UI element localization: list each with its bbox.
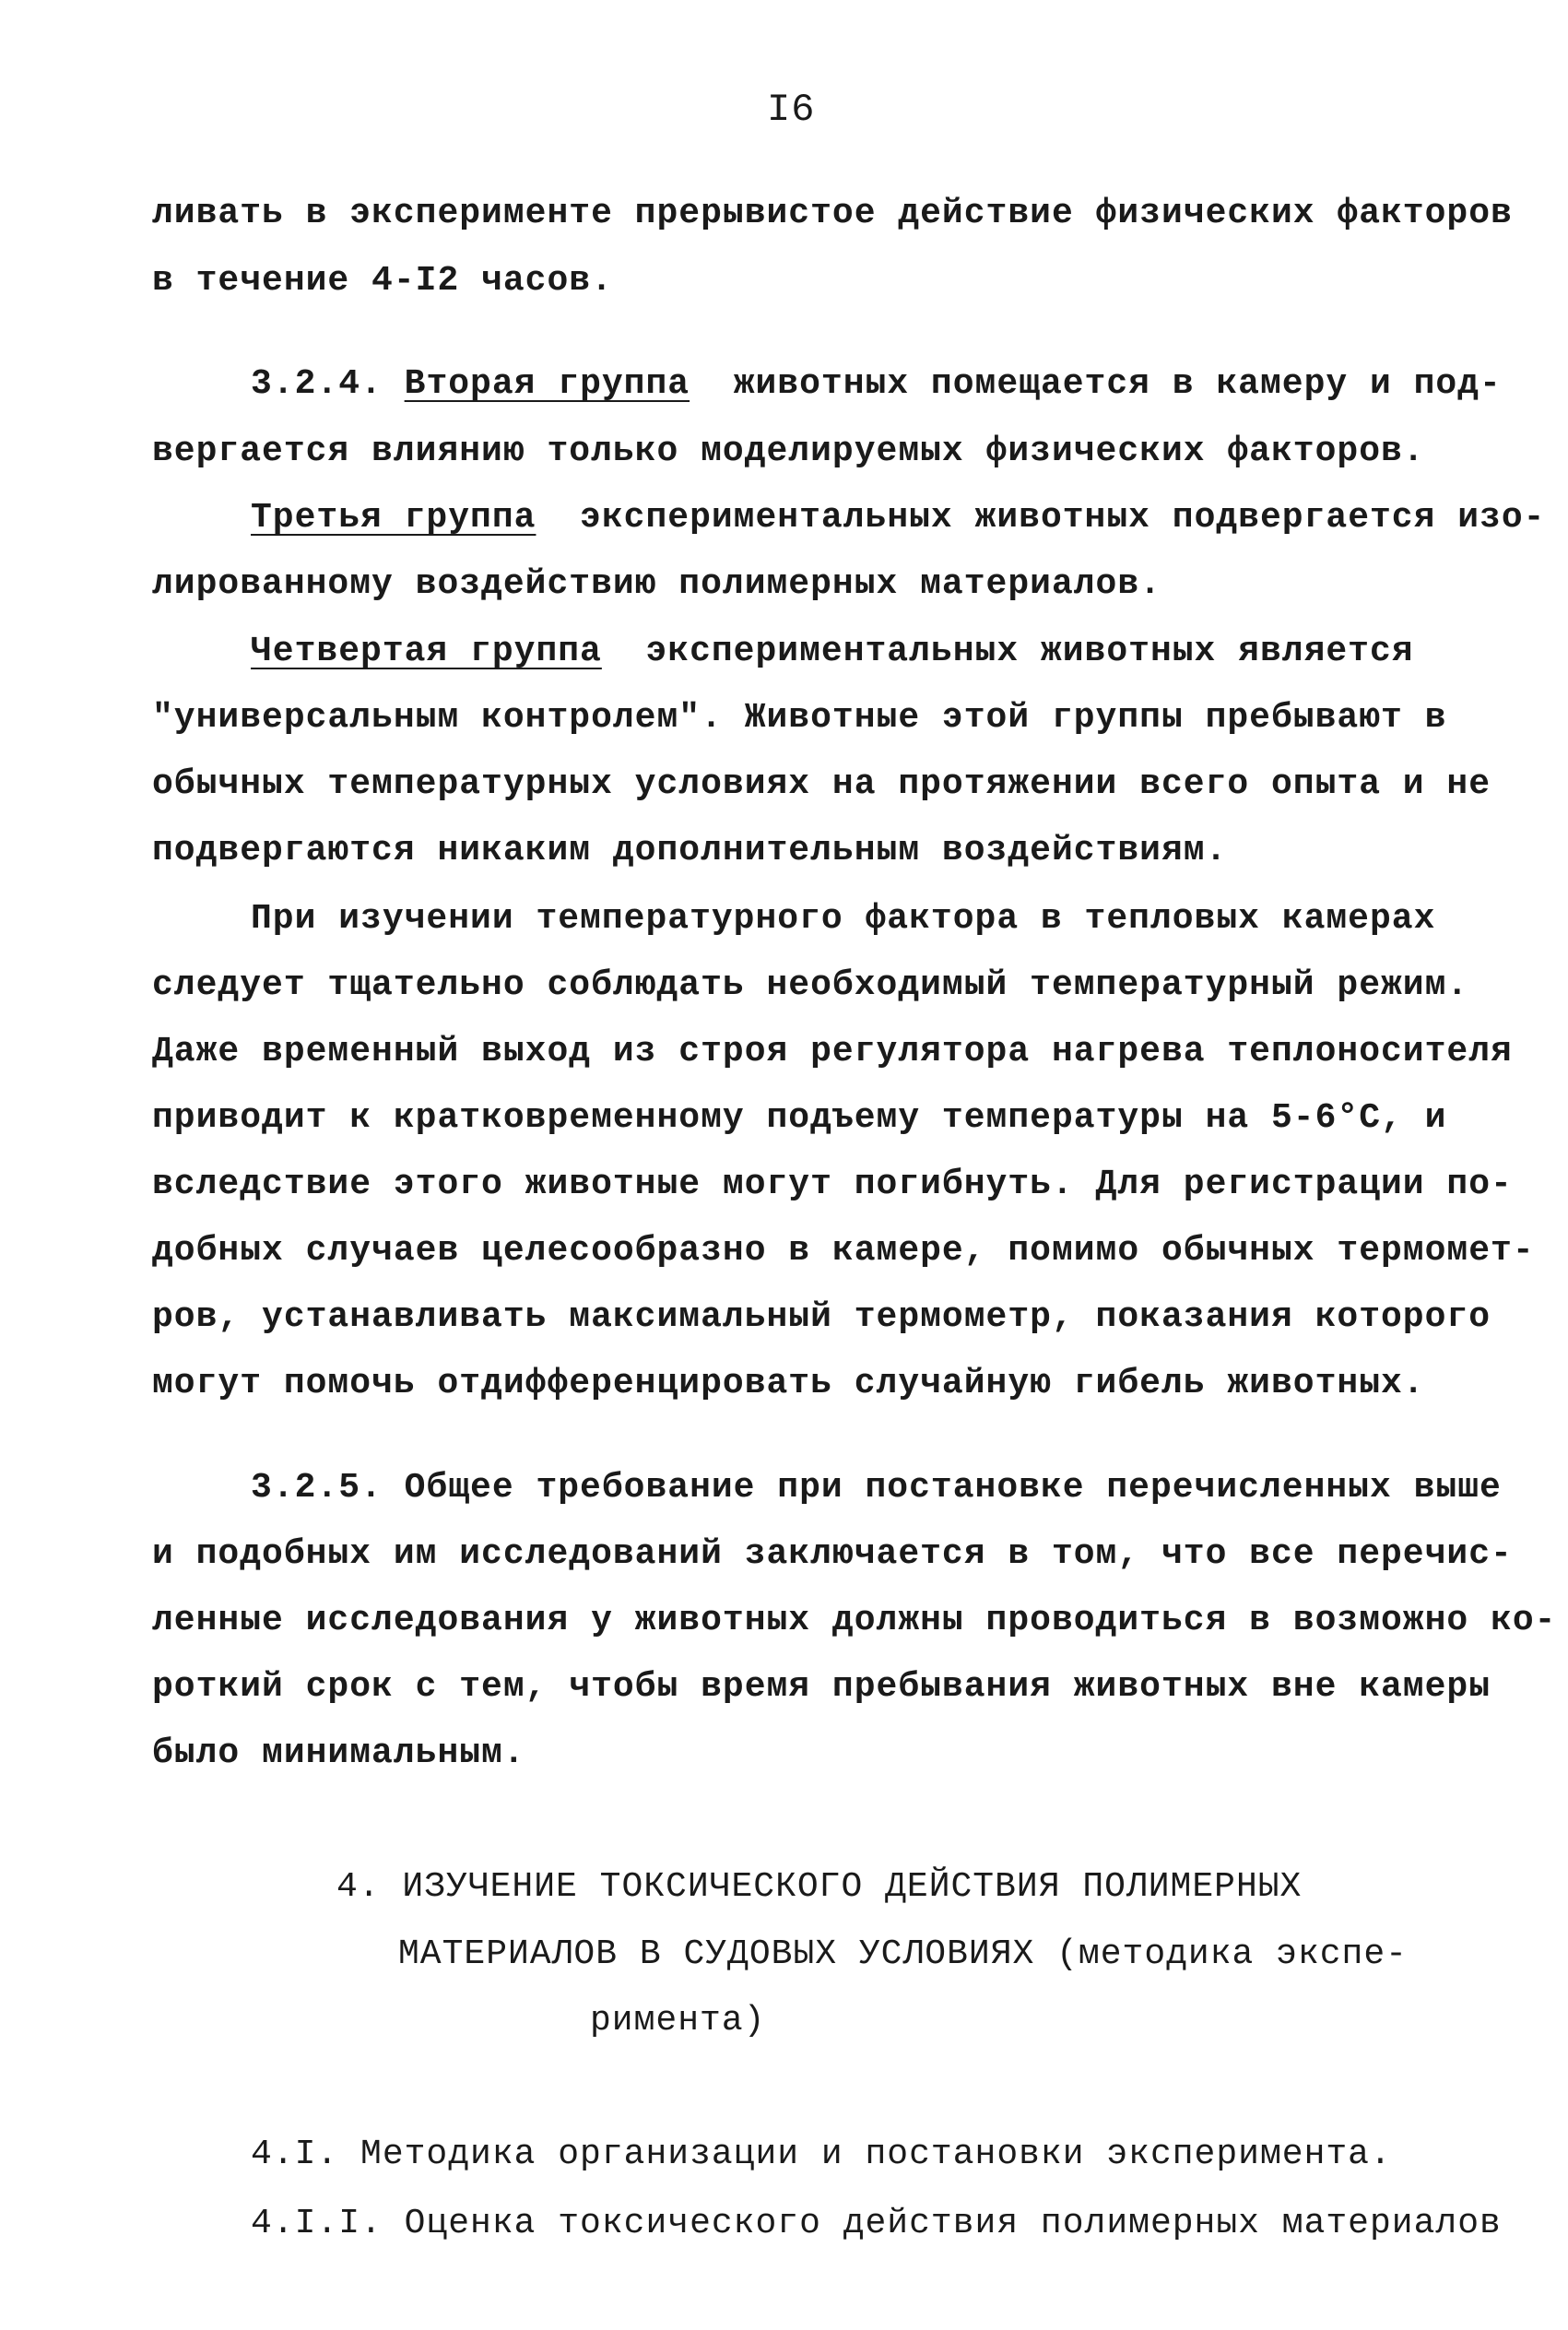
para4-underlined-label: Четвертая группа — [251, 632, 602, 671]
para5-line2: следует тщательно соблюдать необходимый температурный режим. — [152, 965, 1469, 1005]
para1-line2: в течение 4-I2 часов. — [152, 261, 613, 301]
para2-line1-rest: животных помещается в камеру и под- — [690, 364, 1502, 404]
para5-line7: ров, устанавливать максимальный термометр, показания которого — [152, 1297, 1491, 1337]
para3-line2: лированному воздействию полимерных материалов. — [152, 564, 1161, 604]
para5-line8: могут помочь отдифференцировать случайную гибель животных. — [152, 1364, 1425, 1403]
para4-line4: подвергаются никаким дополнительным воздействиям. — [152, 831, 1228, 870]
para4-line1 — [251, 632, 1414, 671]
para5-line6: добных случаев целесообразно в камере, помимо обычных термомет- — [152, 1231, 1535, 1271]
para3-line1-rest: экспериментальных животных подвергается изо- — [536, 498, 1546, 538]
subsection-4-1-1: 4.I.I. Оценка токсического действия полимерных материалов — [251, 2204, 1502, 2243]
para2-underlined-label: Вторая группа — [404, 364, 690, 404]
para3-underlined-label: Третья группа — [251, 498, 536, 538]
section-heading-line2: МАТЕРИАЛОВ В СУДОВЫХ УСЛОВИЯХ (методика экспе- — [398, 1934, 1408, 1974]
para4-line2: "универсальным контролем". Животные этой группы пребывают в — [152, 698, 1447, 738]
para4-line3: обычных температурных условиях на протяжении всего опыта и не — [152, 764, 1491, 804]
subsection-4-1: 4.I. Методика организации и постановки эксперимента. — [251, 2135, 1392, 2174]
para3-line1 — [251, 498, 1545, 538]
para6-line3: ленные исследования у животных должны проводиться в возможно ко- — [152, 1601, 1557, 1640]
para6-line2: и подобных им исследований заключается в том, что все перечис- — [152, 1534, 1513, 1574]
para5-line1: При изучении температурного фактора в тепловых камерах — [251, 899, 1436, 939]
section-heading-line3: римента) — [590, 2001, 766, 2040]
para5-line5: вследствие этого животные могут погибнуть. Для регистрации по- — [152, 1165, 1513, 1204]
para5-line3: Даже временный выход из строя регулятора нагрева теплоносителя — [152, 1032, 1513, 1071]
para2-line2: вергается влиянию только моделируемых физических факторов. — [152, 432, 1425, 471]
para6-line5: было минимальным. — [152, 1733, 525, 1773]
para6-line1: 3.2.5. Общее требование при постановке перечисленных выше — [251, 1468, 1502, 1508]
para5-line4: приводит к кратковременному подъему температуры на 5-6°С, и — [152, 1098, 1447, 1138]
para2-line1 — [251, 364, 1502, 404]
page-number: I6 — [767, 88, 816, 132]
para2-number: 3.2.4. — [251, 364, 405, 404]
para1-line1: ливать в эксперименте прерывистое действие физических факторов — [152, 194, 1513, 233]
para4-line1-rest: экспериментальных животных является — [601, 632, 1414, 671]
para6-line4: роткий срок с тем, чтобы время пребывания животных вне камеры — [152, 1667, 1491, 1707]
section-heading-line1: 4. ИЗУЧЕНИЕ ТОКСИЧЕСКОГО ДЕЙСТВИЯ ПОЛИМЕРНЫХ — [336, 1867, 1303, 1907]
